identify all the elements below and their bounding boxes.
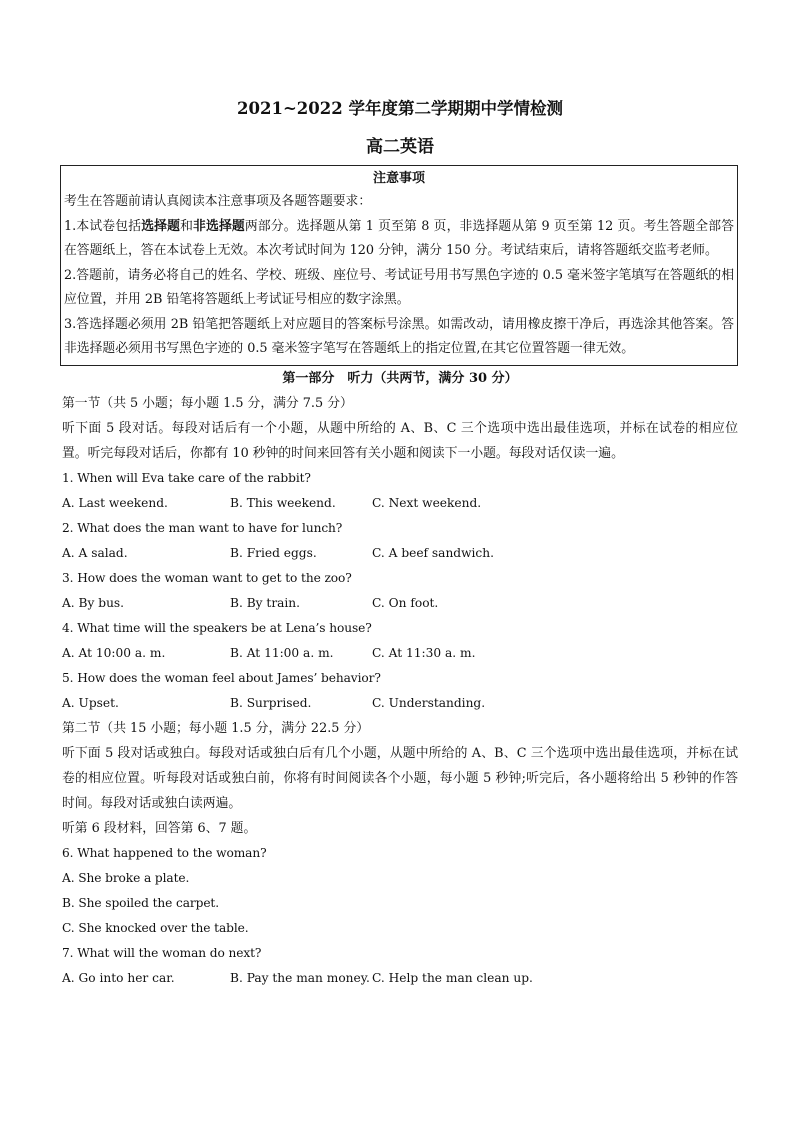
options-row (62, 966, 738, 991)
option-c: C. On foot. (372, 595, 439, 610)
option-c: C. A beef sandwich. (372, 545, 494, 560)
option-a: A. At 10:00 a. m. (62, 645, 166, 660)
question-text: 3. How does the woman want to get to the zoo? (62, 570, 352, 585)
option-c: C. Next weekend. (372, 495, 482, 510)
option-b: B. At 11:00 a. m. (230, 645, 334, 660)
exam-title: 2021~2022 学年度第二学期期中学情检测 (237, 99, 563, 118)
question-text: 1. When will Eva take care of the rabbit? (62, 470, 311, 485)
option-b: B. Pay the man money. (230, 970, 370, 985)
question-2 (62, 516, 738, 566)
notice-item-1-and: 和 (180, 218, 194, 234)
options-row (62, 491, 738, 516)
question-7 (62, 941, 738, 991)
question-6 (62, 841, 738, 941)
option-a: A. She broke a plate. (62, 870, 190, 885)
option-a: A. A salad. (62, 545, 128, 560)
question-1 (62, 466, 738, 516)
question-5 (62, 666, 738, 716)
question-text: 4. What time will the speakers be at Lena’s house? (62, 620, 372, 635)
section1-instruction: 听下面 5 段对话。每段对话后有一个小题，从题中所给的 A、B、C 三个选项中选出最佳选项，并标在试卷的相应位置。听完每段对话后，你都有 10 秒钟的时间来回答有关小题和阅读下一小题。每段对话仅读一遍。 (62, 420, 738, 461)
question-3 (62, 566, 738, 616)
option-b: B. She spoiled the carpet. (62, 895, 220, 910)
option-a: A. Last weekend. (62, 495, 168, 510)
notice-item-1-bold-nonchoice: 非选择题 (193, 218, 245, 234)
exam-subject: 高二英语 (366, 137, 434, 157)
options-row (62, 591, 738, 616)
option-a: A. By bus. (62, 595, 125, 610)
notice-item-2: 2.答题前，请务必将自己的姓名、学校、班级、座位号、考试证号用书写黑色字迹的 0.5 毫米签字笔填写在答题纸的相应位置，并用 2B 铅笔将答题纸上考试证号相应的数字涂黑。 (64, 267, 734, 307)
notice-item-3: 3.答选择题必须用 2B 铅笔把答题纸上对应题目的答案标号涂黑。如需改动，请用橡皮擦干净后，再选涂其他答案。答非选择题必须用书写黑色字迹的 0.5 毫米签字笔写在答题纸上的指定位置,在其它位置答题一律无效。 (64, 316, 734, 356)
notice-item-1-bold-choice: 选择题 (141, 218, 181, 234)
section2-instruction: 听下面 5 段对话或独白。每段对话或独白后有几个小题，从题中所给的 A、B、C 三个选项中选出最佳选项，并标在试卷的相应位置。听每段对话或独白前，你将有时间阅读各个小题，每小题 5 秒钟;听完后，各小题将给出 5 秒钟的作答时间。每段对话或独白读两遍。 (62, 745, 738, 811)
exam-content (62, 96, 738, 991)
option-a: A. Go into her car. (62, 970, 175, 985)
option-c: C. Help the man clean up. (372, 970, 533, 985)
notice-item-1 (64, 215, 734, 264)
question-text: 2. What does the man want to have for lunch? (62, 520, 343, 535)
section1-heading: 第一节（共 5 小题；每小题 1.5 分，满分 7.5 分） (62, 395, 353, 411)
options-row (62, 691, 738, 716)
part1-heading: 第一部分 听力（共两节，满分 30 分） (282, 370, 518, 386)
option-b: B. Fried eggs. (230, 545, 317, 560)
option-c: C. At 11:30 a. m. (372, 645, 476, 660)
question-4 (62, 616, 738, 666)
section2-heading: 第二节（共 15 小题；每小题 1.5 分，满分 22.5 分） (62, 720, 370, 736)
option-c: C. Understanding. (372, 695, 486, 710)
notice-item-1-text: 1.本试卷包括 (64, 218, 142, 234)
notice-intro: 考生在答题前请认真阅读本注意事项及各题答题要求： (64, 194, 372, 209)
material-6-note: 听第 6 段材料，回答第 6、7 题。 (62, 820, 257, 836)
option-a: A. Upset. (62, 695, 119, 710)
option-b: B. Surprised. (230, 695, 312, 710)
options-row (62, 541, 738, 566)
notice-heading: 注意事项 (372, 171, 425, 186)
option-b: B. This weekend. (230, 495, 336, 510)
notice-item-1-rest: 两部分。选择题从第 1 页至第 8 页，非选择题从第 9 页至第 12 页。考生答题全部答在答题纸上，答在本试卷上无效。本次考试时间为 120 分钟，满分 150 分。考试结束后，请将答题纸交监考老师。 (64, 218, 735, 258)
options-row (62, 641, 738, 666)
question-text: 7. What will the woman do next? (62, 945, 262, 960)
question-text: 5. How does the woman feel about James’ behavior? (62, 670, 381, 685)
option-b: B. By train. (230, 595, 301, 610)
notice-box (60, 165, 738, 366)
question-text: 6. What happened to the woman? (62, 845, 267, 860)
option-c: C. She knocked over the table. (62, 920, 249, 935)
